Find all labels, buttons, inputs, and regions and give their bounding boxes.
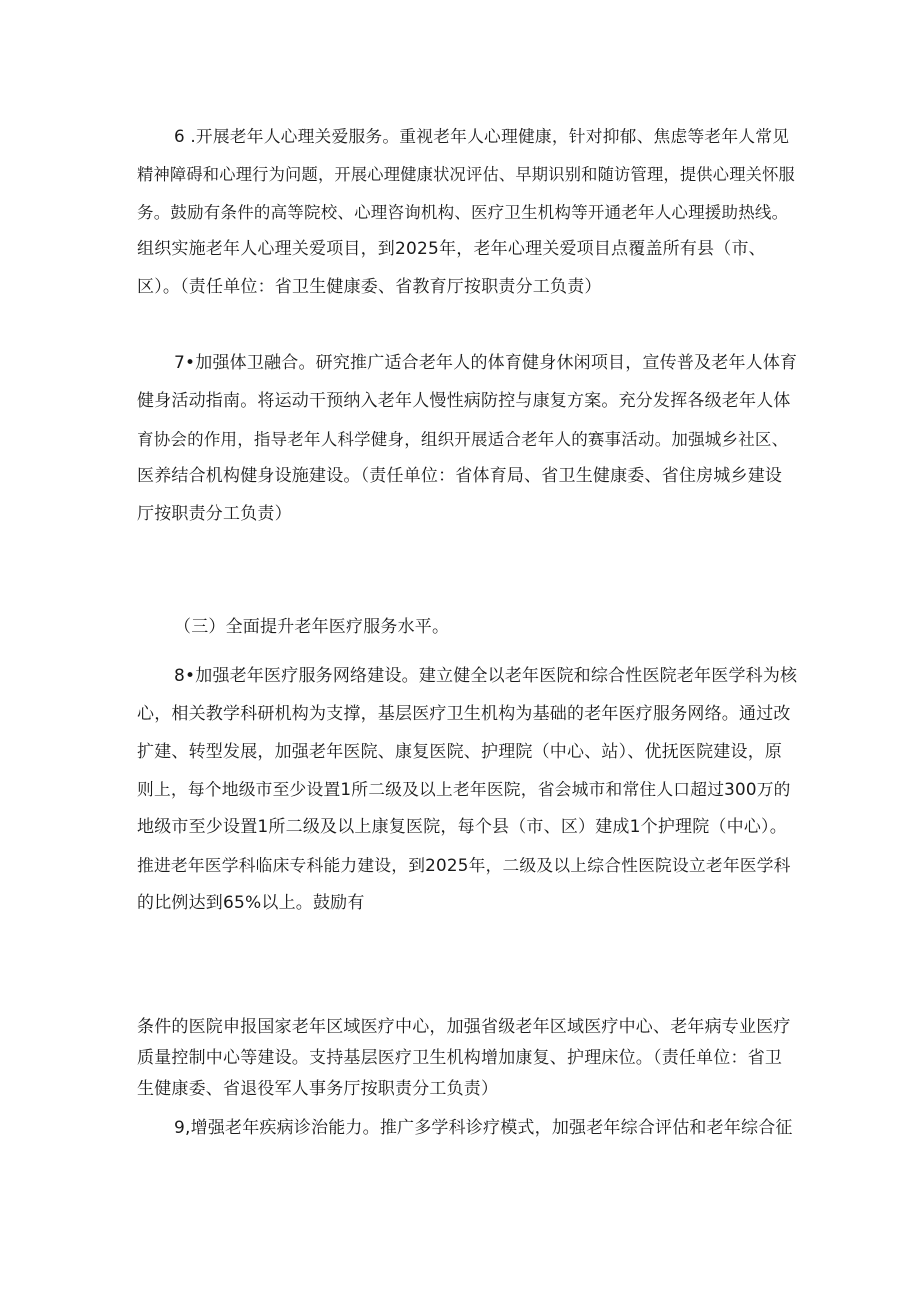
paragraph-disease-diagnosis (137, 1110, 797, 1148)
paragraph-psychological-care (137, 118, 797, 307)
text-line: 条件的医院申报国家老年区域医疗中心，加强省级老年区域医疗中心、老年病专业医疗 (137, 1017, 791, 1037)
text-line: 7•加强体卫融合。研究推广适合老年人的体育健身休闲项目，宣传普及老年人体育 (174, 353, 798, 373)
text-line: 生健康委、省退役军人事务厅按职责分工负责） (137, 1079, 499, 1099)
text-line: 6 .开展老年人心理关爱服务。重视老年人心理健康，针对抑郁、焦虑等老年人常见 (174, 126, 790, 146)
text-line: 推进老年医学科临床专科能力建设，到2025年，二级及以上综合性医院设立老年医学科 (137, 854, 791, 875)
text-line: 组织实施老年人心理关爱项目，到2025年，老年心理关爱项目点覆盖所有县（市、 (137, 239, 766, 260)
text-line: 扩建、转型发展，加强老年医院、康复医院、护理院（中心、站）、优抚医院建设，原 (137, 741, 783, 762)
text-line: 区）。（责任单位：省卫生健康委、省教育厅按职责分工负责） (137, 277, 602, 298)
text-line: 务。鼓励有条件的高等院校、心理咨询机构、医疗卫生机构等开通老年人心理援助热线。 (137, 202, 789, 222)
text-line: 育协会的作用，指导老年人科学健身，组织开展适合老年人的赛事活动。加强城乡社区、 (137, 429, 789, 449)
text-line: 8•加强老年医疗服务网络建设。建立健全以老年医院和综合性医院老年医学科为核 (174, 666, 798, 686)
section-heading (137, 609, 797, 647)
text-line: 9,增强老年疾病诊治能力。推广多学科诊疗模式，加强老年综合评估和老年综合征 (174, 1118, 793, 1138)
text-line: 厅按职责分工负责） (137, 504, 292, 525)
text-line: 心，相关教学科研机构为支撑，基层医疗卫生机构为基础的老年医疗服务网络。通过改 (137, 703, 791, 724)
text-line: 医养结合机构健身设施建设。（责任单位：省体育局、省卫生健康委、省住房城乡建设 (137, 466, 783, 487)
text-line: 的比例达到65%以上。鼓励有 (137, 892, 365, 913)
text-line: 精神障碍和心理行为问题，开展心理健康状况评估、早期识别和随访管理，提供心理关怀服 (137, 164, 795, 184)
paragraph-medical-network (137, 658, 797, 923)
text-line: 则上，每个地级市至少设置1所二级及以上老年医院，省会城市和常住人口超过300万的 (137, 779, 791, 800)
paragraph-sports-health (137, 345, 797, 534)
text-line: 质量控制中心等建设。支持基层医疗卫生机构增加康复、护理床位。（责任单位：省卫 (137, 1048, 783, 1068)
paragraph-medical-network-continued (137, 1012, 797, 1105)
text-line: 地级市至少设置1所二级及以上康复医院，每个县（市、区）建成1个护理院（中心）。 (137, 817, 787, 838)
text-line: 健身活动指南。将运动干预纳入老年人慢性病防控与康复方案。充分发挥各级老年人体 (137, 390, 791, 411)
heading-line: （三）全面提升老年医疗服务水平。 (174, 617, 450, 637)
